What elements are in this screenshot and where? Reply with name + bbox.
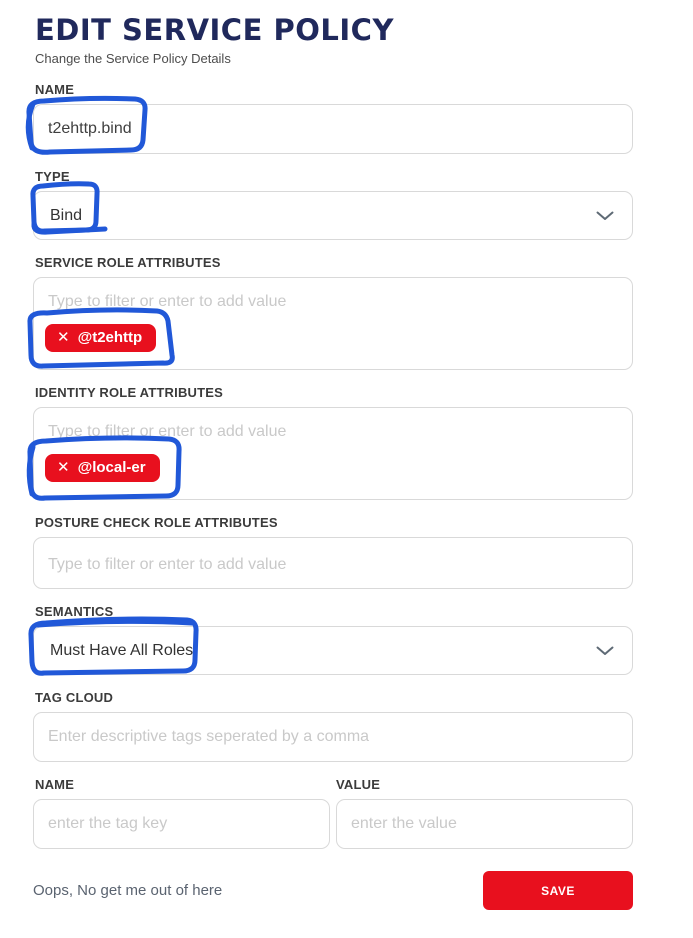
identity-role-attributes-box[interactable] <box>33 407 633 500</box>
semantics-select-value: Must Have All Roles <box>50 641 194 659</box>
tag-value-label: VALUE <box>336 777 381 792</box>
service-role-attributes-box[interactable] <box>33 277 633 370</box>
remove-tag-icon[interactable]: ✕ <box>57 329 70 346</box>
name-input[interactable] <box>33 104 633 154</box>
type-select[interactable] <box>33 191 633 240</box>
page-subtitle: Change the Service Policy Details <box>35 51 231 66</box>
cancel-link[interactable]: Oops, No get me out of here <box>33 882 223 899</box>
posture-check-role-attributes-input[interactable] <box>44 553 618 574</box>
footer <box>33 871 633 910</box>
chevron-down-icon <box>596 211 614 221</box>
custom-tag-labels-row <box>33 762 633 799</box>
tag-value-input[interactable] <box>336 799 633 849</box>
identity-role-attributes-label: IDENTITY ROLE ATTRIBUTES <box>35 385 224 400</box>
custom-tag-inputs-row <box>33 799 633 849</box>
posture-check-role-attributes-label: POSTURE CHECK ROLE ATTRIBUTES <box>35 515 278 530</box>
service-role-tag-row <box>44 324 618 352</box>
posture-check-role-attributes-box[interactable] <box>33 537 633 589</box>
tag-cloud-input[interactable] <box>33 712 633 762</box>
service-role-attributes-input[interactable] <box>44 290 618 311</box>
tag-key-input[interactable] <box>33 799 330 849</box>
chevron-down-icon <box>596 646 614 656</box>
type-select-value: Bind <box>50 206 83 224</box>
name-label: NAME <box>35 82 75 97</box>
remove-tag-icon[interactable]: ✕ <box>57 459 70 476</box>
tag-label: @t2ehttp <box>77 329 143 346</box>
semantics-label: SEMANTICS <box>35 604 114 619</box>
page-title: EDIT SERVICE POLICY <box>35 13 394 47</box>
identity-role-attributes-input[interactable] <box>44 420 618 441</box>
tag-cloud-label: TAG CLOUD <box>35 690 114 705</box>
identity-role-tag-row <box>44 454 618 482</box>
save-button[interactable]: SAVE <box>483 871 633 910</box>
identity-role-tag[interactable] <box>45 454 160 482</box>
tag-name-label: NAME <box>35 777 75 792</box>
type-label: TYPE <box>35 169 70 184</box>
service-role-attributes-label: SERVICE ROLE ATTRIBUTES <box>35 255 221 270</box>
tag-label: @local-er <box>77 459 146 476</box>
semantics-select[interactable] <box>33 626 633 675</box>
service-role-tag[interactable] <box>45 324 156 352</box>
